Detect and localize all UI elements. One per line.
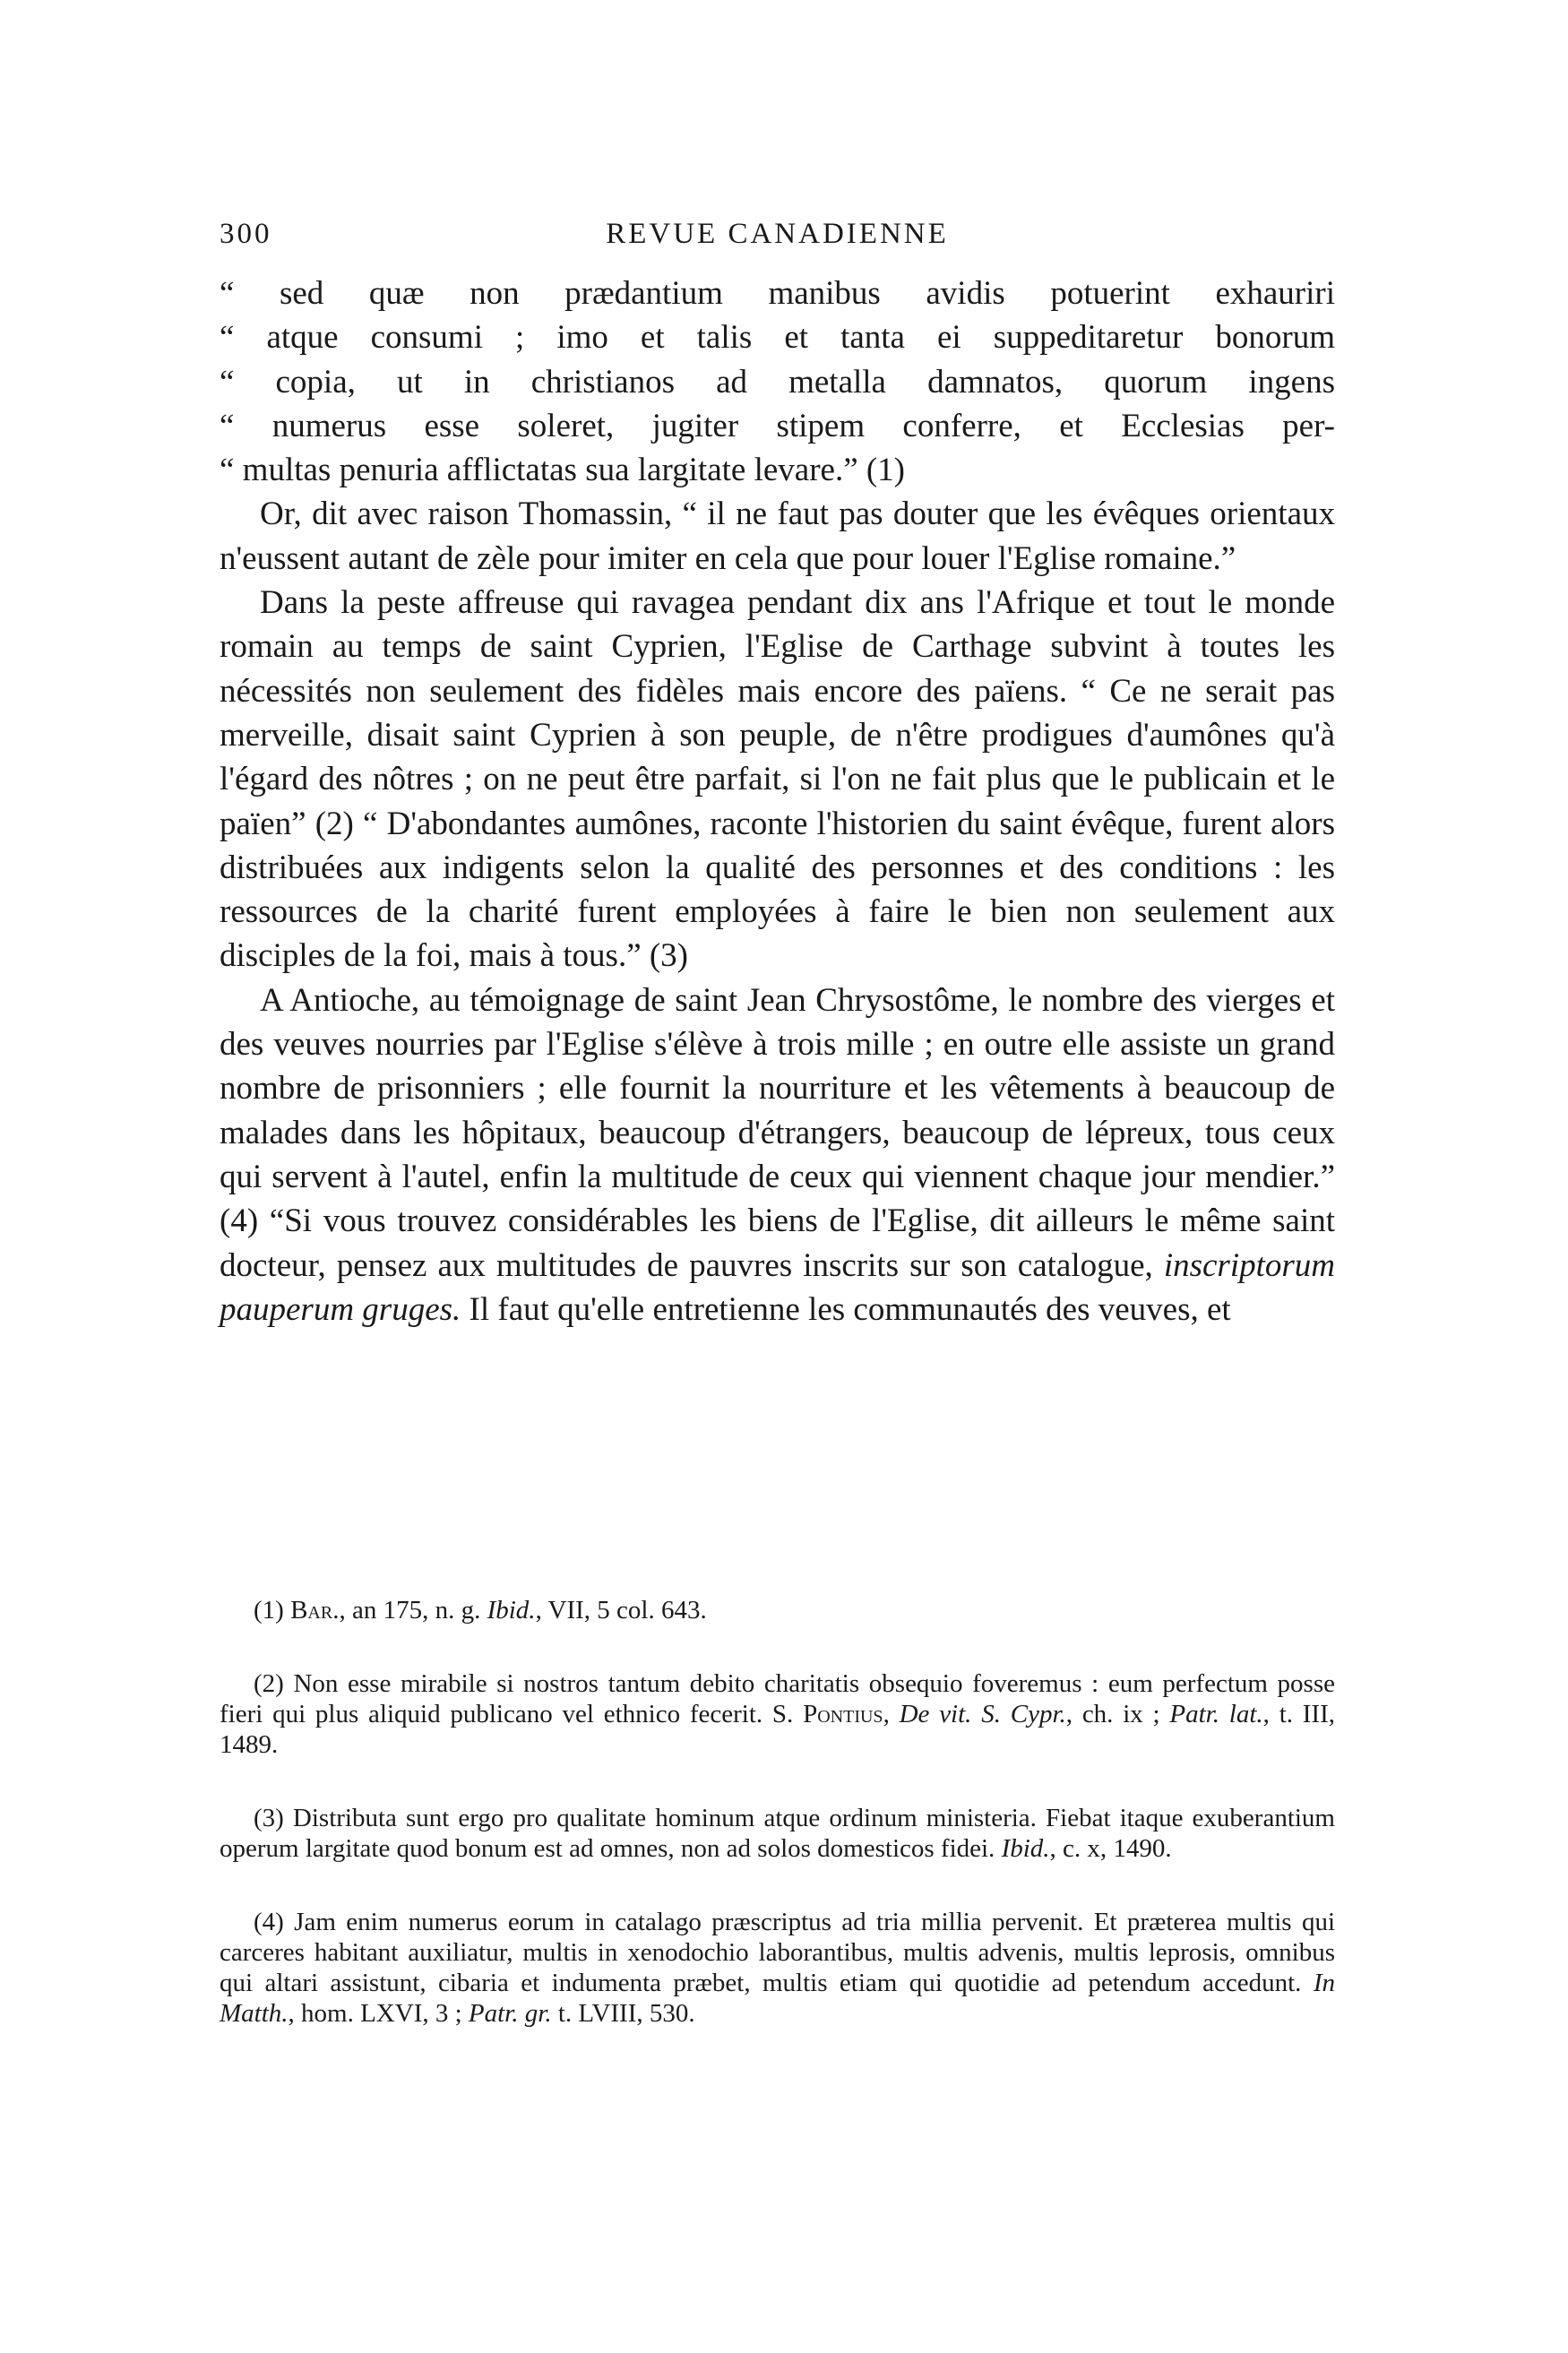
quote-line: “ multas penuria afflictatas sua largitate levare.” (1) <box>220 452 906 489</box>
footnotes <box>220 1595 1335 2072</box>
footnote-text: , t. III, 1489. <box>220 1700 1335 1759</box>
page-number: 300 <box>220 218 272 250</box>
journal-title: REVUE CANADIENNE <box>606 218 949 250</box>
footnote-text: (3) Distributa sunt ergo pro qualitate hominum atque ordinum ministeria. Fiebat itaque exuberantium operum largitate quod bonum est ad omnes, non ad solos domesticos fidei. <box>220 1804 1335 1863</box>
citation: Patr. lat. <box>1169 1700 1263 1728</box>
citation: De vit. S. Cypr. <box>899 1700 1066 1728</box>
footnote-2 <box>220 1668 1335 1760</box>
footnote-text: , c. x, 1490. <box>1049 1834 1172 1863</box>
latin-phrase: inscriptorum pauperum gruges. <box>220 1246 1335 1328</box>
page <box>220 218 1335 1332</box>
paragraph-text: Il faut qu'elle entretienne les communautés des veuves, et <box>469 1290 1231 1328</box>
citation: Patr. gr. <box>468 1999 552 2028</box>
quote-line: “ numerus esse soleret, jugiter stipem conferre, et Ecclesias per- <box>220 407 1335 444</box>
author-name: Bar. <box>290 1596 340 1625</box>
paragraph <box>220 978 1335 1332</box>
footnote-text: , ch. ix ; <box>1065 1700 1170 1728</box>
footnote-text: (1) <box>254 1596 291 1625</box>
paragraph: Or, dit avec raison Thomassin, “ il ne faut pas douter que les évêques orientaux n'eussent autant de zèle pour imiter en cela que pour louer l'Eglise romaine.” <box>220 496 1335 577</box>
citation: Ibid. <box>487 1596 536 1625</box>
citation: Ibid. <box>1001 1834 1050 1863</box>
footnote-text: , an 175, n. g. <box>339 1596 487 1625</box>
running-header <box>220 218 1335 272</box>
main-text <box>220 272 1335 1332</box>
footnote-3 <box>220 1803 1335 1864</box>
footnote-text: (2) Non esse mirabile si nostros tantum debito charitatis obsequio foveremus : eum perfectum posse fieri qui plus aliquid publicano vel ethnico fecerit. S. <box>220 1669 1335 1728</box>
quote-line: “ atque consumi ; imo et talis et tanta ei suppeditaretur bonorum <box>220 319 1335 357</box>
quote-line: “ sed quæ non prædantium manibus avidis potuerint exhauriri <box>220 275 1335 312</box>
author-name: Pontius <box>803 1700 883 1728</box>
citation: In Matth. <box>220 1969 1335 2028</box>
footnote-text: , hom. LXVI, 3 ; <box>288 1999 469 2028</box>
footnote-4 <box>220 1907 1335 2029</box>
footnote-text: t. LVIII, 530. <box>551 1999 695 2028</box>
footnote-text: , VII, 5 col. 643. <box>535 1596 707 1625</box>
quote-line: “ copia, ut in christianos ad metalla damnatos, quorum ingens <box>220 363 1335 401</box>
footnote-1 <box>220 1595 1335 1625</box>
footnote-text: , <box>883 1700 900 1728</box>
footnote-text: (4) Jam enim numerus eorum in catalago præscriptus ad tria millia pervenit. Et præterea multis qui carceres habitant auxiliatur, multis in xenodochio laborantibus, multis advenis, multis leprosis, omnibus qui altari assistunt, cibaria et indumenta præbet, multis etiam qui quotidie ad petendum accedunt. <box>220 1908 1335 1997</box>
paragraph: Dans la peste affreuse qui ravagea pendant dix ans l'Afrique et tout le monde romain au temps de saint Cyprien, l'Eglise de Carthage subvint à toutes les nécessités non seulement des fidèles mais encore des païens. “ Ce ne serait pas merveille, disait saint Cyprien à son peuple, de n'être prodigues d'aumônes qu'à l'égard des nôtres ; on ne peut être parfait, si l'on ne fait plus que le publicain et le païen” (2) “ D'abondantes aumônes, raconte l'historien du saint évêque, furent alors distribuées aux indigents selon la qualité des personnes et des conditions : les ressources de la charité furent employées à faire le bien non seulement aux disciples de la foi, mais à tous.” (3) <box>220 584 1335 975</box>
paragraph-text: A Antioche, au témoignage de saint Jean Chrysostôme, le nombre des vierges et des veuves nourries par l'Eglise s'élève à trois mille ; en outre elle assiste un grand nombre de prisonniers ; elle fournit la nourriture et les vêtements à beaucoup de malades dans les hôpitaux, beaucoup d'étrangers, beaucoup de lépreux, tous ceux qui servent à l'autel, enfin la multitude de ceux qui viennent chaque jour mendier.” (4) “Si vous trouvez considérables les biens de l'Eglise, dit ailleurs le même saint docteur, pensez aux multitudes de pauvres inscrits sur son catalogue, <box>220 981 1335 1284</box>
